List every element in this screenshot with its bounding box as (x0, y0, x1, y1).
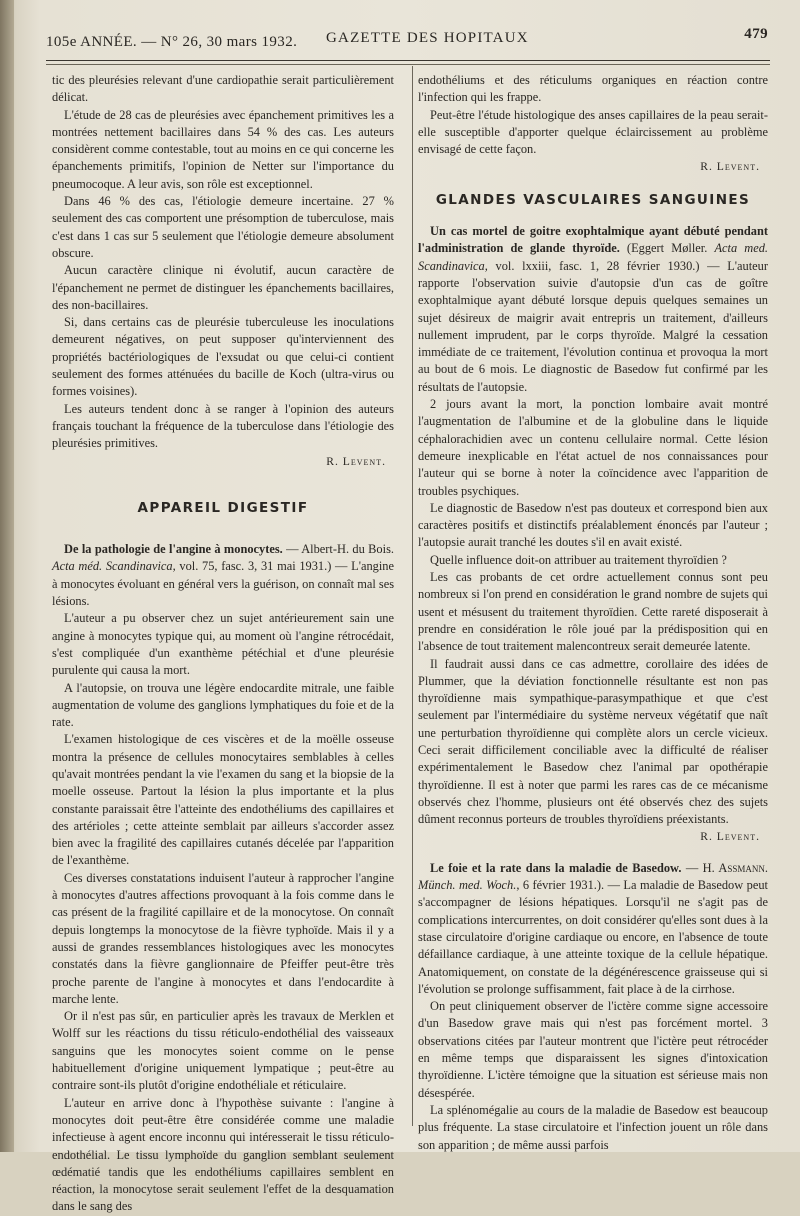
paragraph: Quelle influence doit-on attribuer au traitement thyroïdien ? (430, 552, 727, 567)
article-text: vol. 75, fasc. 3, 31 mai 1931.) — L'angine à monocytes évoluant en général vers la guérison, on connaît mal ses lésions. (52, 559, 395, 609)
article-title: Un cas mortel de goitre exophtalmique ayant débuté pendant l'administration de glande thyroïde. (418, 224, 768, 256)
article-journal: Münch. med. Woch., (418, 878, 520, 893)
issue-line: 105e ANNÉE. — N° 26, 30 mars 1932. (46, 34, 298, 50)
paragraph: Aucun caractère clinique ni évolutif, aucun caractère de l'épanchement ne permet de distinguer les épanchements bacillaires, des non-bacillaires. (52, 263, 394, 312)
author-signature: R. Levent. (700, 160, 760, 174)
article-author: — Albert-H. du Bois. (282, 542, 394, 557)
paragraph: L'auteur en arrive donc à l'hypothèse suivante : l'angine à monocytes doit peut-être être considérée comme une maladie infectieuse à agent encore inconnu qui intéresserait le tissu réticulo-endothélial. Le tissu lymphoïde du ganglion semblant seulement œdématié tandis que les endothéliums capillaires semblent en réaction, la monocytose serait seulement l'effet de la desquamation dans le sang des (52, 1095, 394, 1214)
paragraph: Il faudrait aussi dans ce cas admettre, corollaire des idées de Plummer, que la déviation fonctionnelle résultante est non pas thyroïdienne mais sympathique-parasympathique et que c'est seulement par l'intermédiaire du système nerveux végétatif que naît une perturbation thyroïdienne qui complète alors un cercle vicieux. Ceci serait difficilement conciliable avec la difficulté de réaliser expérimentalement le Basedow chez l'animal par opothérapie thyroïdienne. Il est à noter que parmi les rares cas de ce mécanisme observés chez l'homme, plusieurs ont été observés chez des sujets dûment reconnus porteurs de troubles thyroïdiens préexistants. (418, 656, 768, 827)
article-title: Le foie et la rate dans la maladie de Basedow. (430, 860, 682, 875)
article-journal: Acta méd. Scandinavica, (52, 559, 176, 574)
paragraph: L'auteur a pu observer chez un sujet antérieurement sain une angine à monocytes typique qui, au moment où l'angine rétrocédait, s'est compliquée d'un exanthème pétéchial et d'une pleurésie purulente qui causa la mort. (52, 611, 394, 678)
paragraph: Dans 46 % des cas, l'étiologie demeure incertaine. 27 % seulement des cas comportent une présomption de tuberculose, mais c'est dans 1 cas sur 5 seulement que l'étiologie demeure absolument obscure. (52, 194, 394, 260)
page-header (46, 26, 768, 56)
paragraph: Les cas probants de cet ordre actuellement connus sont peu nombreux si l'on prend en considération le grand nombre de sujets qui usent et mésusent du traitement thyroïdien. Cette rareté disposerait à prendre en considération le rôle joué par la prédisposition qui en l'absence de tout traitement malencontreux serait demeurée latente. (418, 570, 768, 654)
column-divider (412, 66, 413, 1126)
paragraph: L'examen histologique de ces viscères et de la moëlle osseuse montra la présence de cellules monocytaires semblables à celles qu'avait montrées pendant la vie l'examen du sang et la biopsie de la moelle osseuse. Partout la lésion la plus importante et la plus constante paraissait être l'atteinte des endothéliums des capillaires et des artérioles ; cette atteinte semblait par ailleurs s'accorder assez bien avec la fragilité des capillaires cutanés décelée par l'apparition de l'exanthème. (52, 732, 394, 868)
paragraph: Peut-être l'étude histologique des anses capillaires de la peau serait-elle susceptible d'apporter quelque éclaircissement au problème envisagé de cette façon. (418, 107, 768, 157)
journal-title: GAZETTE DES HOPITAUX (326, 30, 529, 46)
page-binding-edge (0, 0, 14, 1152)
article-abstract (418, 860, 768, 998)
paragraph: Les auteurs tendent donc à se ranger à l'opinion des auteurs français touchant la fréquence de la tuberculose dans l'étiologie des pleurésies primitives. (52, 401, 394, 451)
paragraph: Le diagnostic de Basedow n'est pas douteux et correspond bien aux caractères positifs et distinctifs préalablement énoncés par l'auteur ; l'autopsie aurait tranché les doutes s'il en avait existé. (418, 500, 768, 550)
paragraph: Ces diverses constatations induisent l'auteur à rapprocher l'angine à monocytes d'autres affections provoquant à la fois comme dans le cas présent de la fragilité capillaire et de la monocytose. On connaît depuis longtemps la monocytose de la fièvre typhoïde. Mais il y a aussi de grandes ressemblances histologiques avec les monocytes constatés dans la fièvre ganglionnaire de Pfeiffer peut-être très proche parente de l'angine à monocytes et dans l'endocardite à marche lente. (52, 870, 394, 1006)
paragraph: Or il n'est pas sûr, en particulier après les travaux de Merklen et Wolff sur les réactions du tissu réticulo-endothélial des vaisseaux sanguins que les monocytes soient comme on le pense habituellement d'origine uniquement lympatique ; peut-être au contraire sont-ils plutôt d'origine endothéliale et réticulaire. (52, 1009, 394, 1093)
paragraph: A l'autopsie, on trouva une légère endocardite mitrale, une faible augmentation de volume des ganglions lymphatiques du foie et de la rate. (52, 680, 394, 730)
header-rule-thin (46, 64, 770, 65)
paragraph: endothéliums et des réticulums organiques en réaction contre l'infection qui les frappe. (418, 73, 768, 105)
author-signature: R. Levent. (700, 830, 760, 844)
paragraph: L'étude de 28 cas de pleurésies avec épanchement primitives les a montrées nettement bacillaires dans 54 % des cas. Les auteurs considèrent comme contestable, tout au moins en ce qui concerne les épanchements primitifs, l'opinion de Netter sur l'importance du pneumocoque. A leur avis, son rôle est exceptionnel. (52, 107, 394, 191)
section-heading: GLANDES VASCULAIRES SANGUINES (435, 191, 751, 208)
paragraph: La splénomégalie au cours de la maladie de Basedow est beaucoup plus fréquente. La stase circulatoire et l'infection jouent un rôle dans son apparition ; de même aussi parfois (418, 1102, 768, 1152)
paragraph: Si, dans certains cas de pleurésie tuberculeuse les inoculations demeurent négatives, on peut supposer qu'interviennent des propriétés bactériologiques de l'exsudat ou que celui-ci contient seulement des formes atténuées du bacille de Koch (ultra-virus ou formes voisines). (52, 315, 394, 399)
article-abstract (52, 541, 394, 610)
page-number: 479 (744, 26, 768, 42)
article-text: 6 février 1931.). — La maladie de Basedow peut s'accompagner de lésions hépatiques. Lorsqu'il ne s'agit pas de complications intercurrentes, on doit considérer qu'elles sont dues à la stase circulatoire d'origine cardiaque ou encore, en l'absence de toute défaillance cardiaque, à une atteinte toxique de la cellule hépatique. Anatomiquement, on constate de la dégénérescence graisseuse qui si l'évolution se prolonge suffisamment, fait place à de la cirrhose. (418, 878, 768, 996)
article-abstract (418, 223, 768, 396)
header-rule (46, 60, 770, 61)
article-journal: Acta med. Scandinavica, (418, 241, 769, 273)
paragraph: tic des pleurésies relevant d'une cardiopathie serait particulièrement délicat. (52, 73, 394, 105)
article-author: (Eggert Møller. (619, 241, 715, 256)
article-title: De la pathologie de l'angine à monocytes. (64, 542, 283, 557)
author-signature: R. Levent. (326, 454, 386, 468)
paragraph: 2 jours avant la mort, la ponction lombaire avait montré l'augmentation de l'albumine et de la globuline dans le liquide céphalorachidien avec un contenu cellulaire normal. Cette lésion demeure inexplicable en l'état actuel de nos connaissances pour l'auteur qui se borne à noter la coïncidence avec l'apparition de troubles psychiques. (418, 397, 768, 498)
article-author: — H. Assmann. (681, 860, 768, 875)
left-column (52, 72, 394, 1216)
right-column (418, 72, 768, 1154)
section-heading: APPAREIL DIGESTIF (137, 499, 309, 516)
paragraph: On peut cliniquement observer de l'ictère comme signe accessoire d'un Basedow grave mais qui n'est pas forcément mortel. 3 observations citées par l'auteur montrent que l'ictère peut rétrocéder en même temps que disparaissent les signes d'intoxication thyroïdienne. L'ictère témoigne que la situation est sérieuse mais non désespérée. (418, 999, 768, 1100)
article-text: vol. lxxiii, fasc. 1, 28 février 1930.) — L'auteur rapporte l'observation suivie d'autopsie d'un cas de goître exophtalmique ayant débuté lorsque depuis quelques semaines un sujet désireux de maigrir avait entrepris un traitement, d'ailleurs nullement imprudent, par le corps thyroïde. Malgré la cessation immédiate de ce traitement, l'évolution continua et provoqua la mort au bout de 6 mois. Le diagnostic de Basedow fut confirmé par les résultats de l'autopsie. (418, 258, 768, 394)
